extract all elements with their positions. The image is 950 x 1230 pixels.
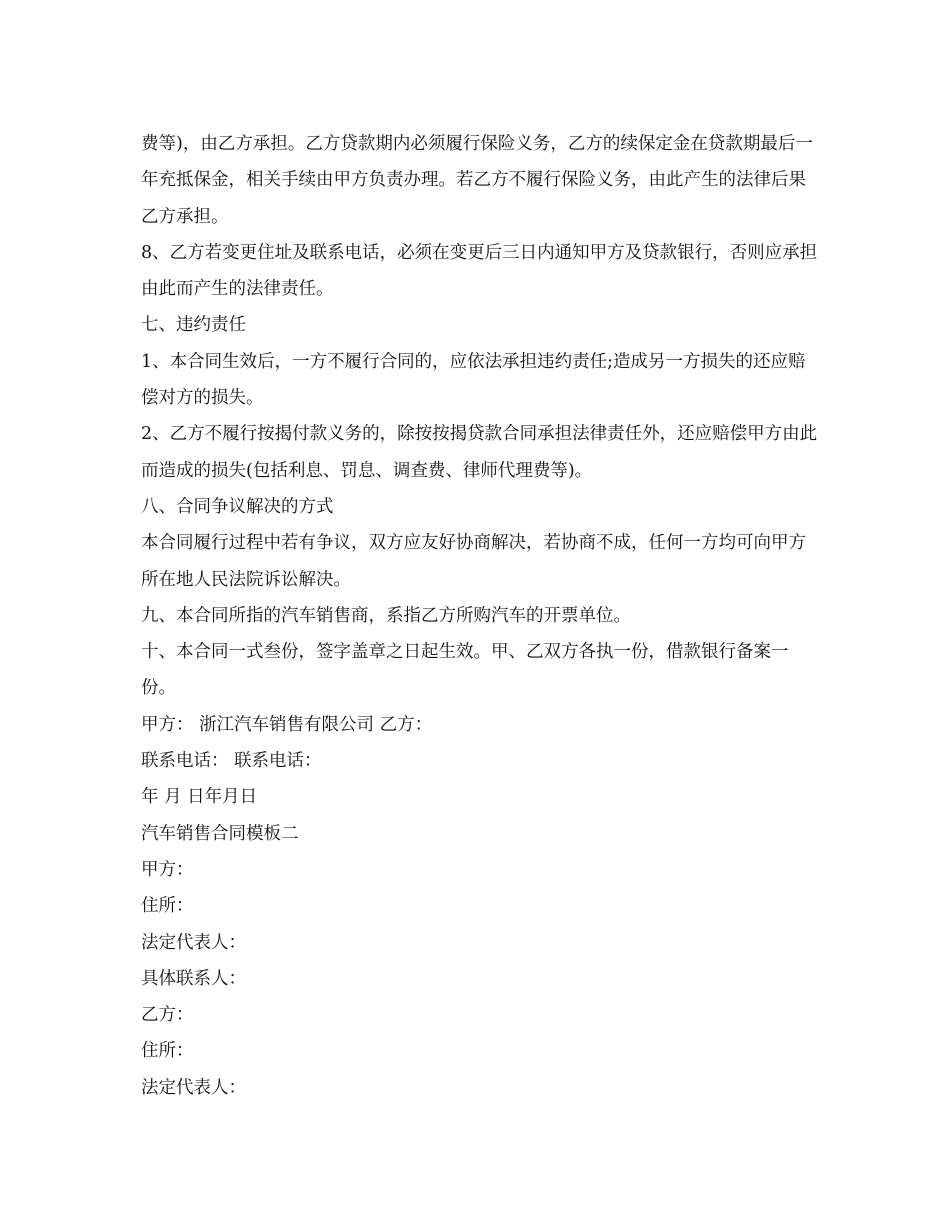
party-a-legal-rep-label: 法定代表人： — [141, 932, 246, 953]
template-two-title: 汽车销售合同模板二 — [141, 823, 299, 844]
paragraph-dispute: 本合同履行过程中若有争议，双方应友好协商解决，若协商不成，任何一方均可向甲方所在地人民法院诉讼解决。 — [141, 533, 806, 590]
paragraph-clause-8: 8、乙方若变更住址及联系电话，必须在变更后三日内通知甲方及贷款银行，否则应承担由此而产生的法律责任。 — [141, 242, 818, 300]
party-a-line: 甲方： 浙江汽车销售有限公司 乙方： — [141, 714, 433, 735]
party-a-address-label: 住所： — [141, 896, 194, 917]
party-b-label: 乙方： — [141, 1005, 194, 1026]
section-heading-9: 九、本合同所指的汽车销售商，系指乙方所购汽车的开票单位。 — [141, 605, 631, 626]
document-body — [141, 126, 821, 1106]
paragraph-breach-2: 2、乙方不履行按揭付款义务的，除按按揭贷款合同承担法律责任外，还应赔偿甲方由此而造成的损失(包括利息、罚息、调查费、律师代理费等)。 — [141, 424, 818, 481]
paragraph-breach-1: 1、本合同生效后，一方不履行合同的，应依法承担违约责任;造成另一方损失的还应赔偿对方的损失。 — [141, 351, 806, 409]
party-b-address-label: 住所： — [141, 1041, 194, 1062]
contact-phone-line: 联系电话： 联系电话： — [141, 751, 322, 772]
paragraph-insurance-clause: 费等)，由乙方承担。乙方贷款期内必须履行保险义务，乙方的续保定金在贷款期最后一年充抵保金，相关手续由甲方负责办理。若乙方不履行保险义务，由此产生的法律后果乙方承担。 — [141, 134, 813, 227]
party-b-legal-rep-label: 法定代表人： — [141, 1077, 246, 1098]
date-line: 年 月 日年月日 — [141, 787, 258, 808]
section-heading-10: 十、本合同一式叁份，签字盖章之日起生效。甲、乙双方各执一份，借款银行备案一份。 — [141, 642, 789, 699]
section-heading-7: 七、违约责任 — [141, 315, 246, 336]
party-a-label: 甲方： — [141, 859, 194, 880]
section-heading-8: 八、合同争议解决的方式 — [141, 496, 334, 517]
party-a-contact-person-label: 具体联系人： — [141, 968, 246, 989]
